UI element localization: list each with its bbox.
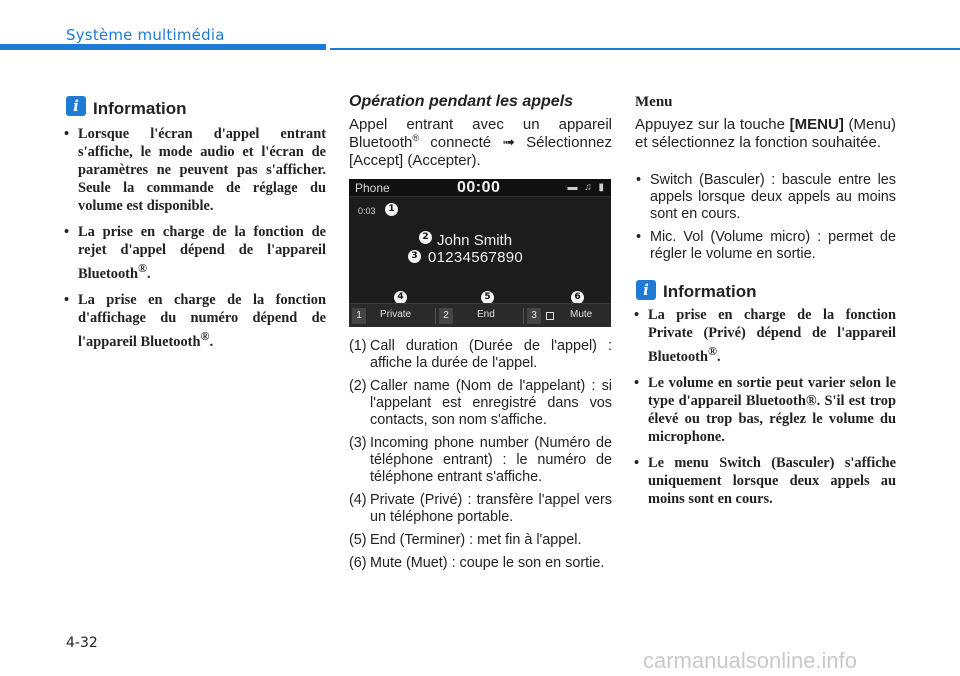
info-item-left: • La prise en charge de la fonction de rejet d'appel dépend de l'appareil Bluetooth®. (64, 223, 326, 283)
menu-heading: Menu (635, 94, 673, 110)
info-item-left: • Lorsque l'écran d'appel entrant s'affiche, le mode audio et l'écran de paramètres ne peuvent pas s'afficher. Seule la commande de réglage du volume est disponible. (64, 125, 326, 215)
info-list-left (64, 125, 326, 359)
callout-2: 2 (419, 231, 432, 244)
info-item-right: • Le volume en sortie peut varier selon le type d'appareil Bluetooth®. S'il est trop élevé ou trop bas, réglez le volume du microphone. (634, 374, 896, 446)
legend-item: (6) Mute (Muet) : coupe le son en sortie. (349, 555, 605, 571)
info-heading-right: Information (663, 282, 757, 301)
softkey-num-2: 2 (439, 308, 453, 324)
page-number: 4-32 (66, 635, 98, 651)
callout-legend (349, 338, 612, 578)
operation-heading: Opération pendant les appels (349, 93, 574, 110)
operation-intro: Appel entrant avec un appareil Bluetooth® connecté ➟ Sélectionnez [Accept] (Accepter). (349, 116, 612, 169)
info-icon: i (636, 280, 656, 300)
phone-title: Phone (355, 181, 390, 195)
menu-option: • Mic. Vol (Volume micro) : permet de régler le volume en sortie. (636, 229, 896, 263)
mute-checkbox-icon (546, 312, 554, 320)
info-icon: i (66, 96, 86, 116)
watermark: carmanualsonline.info (643, 648, 858, 673)
phone-status-bar (349, 179, 611, 197)
info-item-left: • La prise en charge de la fonction d'affichage du numéro dépend de l'appareil Bluetooth®. (64, 291, 326, 351)
menu-options-list (636, 172, 896, 269)
header-rule-thin (330, 48, 960, 50)
caller-name: John Smith (437, 232, 513, 249)
softkey-divider (435, 308, 436, 324)
legend-item: (4) Private (Privé) : transfère l'appel vers un téléphone portable. (349, 492, 612, 525)
end-call-button[interactable]: End (477, 309, 495, 320)
softkey-num-3: 3 (527, 308, 541, 324)
callout-6: 6 (571, 291, 584, 304)
softkey-bar (349, 303, 611, 327)
softkey-num-1: 1 (352, 308, 366, 324)
info-item-right: • Le menu Switch (Basculer) s'affiche uniquement lorsque deux appels au moins sont en cours. (634, 454, 896, 508)
section-title: Système multimédia (66, 26, 225, 44)
legend-item: (3) Incoming phone number (Numéro de téléphone entrant) : le numéro de téléphone entrant s'affiche. (349, 435, 612, 485)
status-icons: ▬ ♫ ▮ (567, 182, 606, 193)
callout-4: 4 (394, 291, 407, 304)
legend-item: (1) Call duration (Durée de l'appel) : affiche la durée de l'appel. (349, 338, 612, 371)
callout-1: 1 (385, 203, 398, 216)
legend-item: (2) Caller name (Nom de l'appelant) : si l'appelant est enregistré dans vos contacts, son nom s'affiche. (349, 378, 612, 428)
info-heading-left: Information (93, 99, 187, 118)
private-button[interactable]: Private (380, 309, 412, 320)
callout-5: 5 (481, 291, 494, 304)
softkey-divider (523, 308, 524, 324)
phone-call-screen (349, 179, 611, 327)
menu-option: • Switch (Basculer) : bascule entre les appels lorsque deux appels au moins sont en cours. (636, 172, 896, 223)
phone-clock: 00:00 (457, 179, 501, 196)
info-item-right: • La prise en charge de la fonction Private (Privé) dépend de l'appareil Bluetooth®. (634, 306, 896, 366)
mute-button[interactable]: Mute (570, 309, 593, 320)
header-rule-thick (0, 44, 326, 50)
caller-number: 01234567890 (428, 249, 524, 266)
callout-3: 3 (408, 250, 421, 263)
legend-item: (5) End (Terminer) : met fin à l'appel. (349, 532, 582, 548)
info-list-right (634, 306, 896, 516)
call-duration: 0:03 (358, 206, 376, 216)
menu-intro: Appuyez sur la touche [MENU] (Menu) et sélectionnez la fonction souhaitée. (635, 116, 897, 151)
